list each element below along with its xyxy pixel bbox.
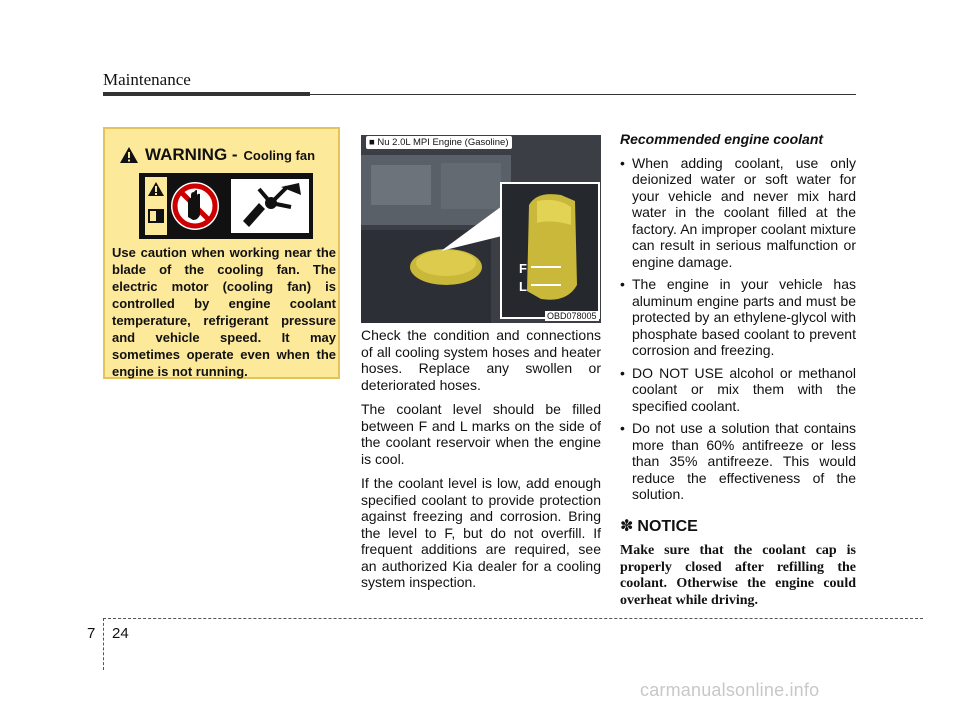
paragraph-low-coolant: If the coolant level is low, add enough specified coolant to provide protection against freezing and corrosion. Bring the level to F, but do not overfill. If frequent additions are required, see an authorized Kia dealer for a cooling system inspection.	[361, 475, 601, 590]
engine-figure	[361, 135, 601, 323]
bullet-dot-icon: •	[620, 420, 625, 436]
middle-column	[361, 327, 601, 599]
list-item: • DO NOT USE alcohol or methanol coolant or mix them with the specified coolant.	[620, 364, 856, 414]
section-title: Maintenance	[103, 70, 191, 89]
notice-title: NOTICE	[637, 517, 698, 535]
warning-box	[103, 127, 340, 379]
fan-warning-label-icon	[139, 173, 313, 239]
list-item: • When adding coolant, use only deionized water or soft water for your vehicle and never mix hard water in the coolant filled at the factory. An improper coolant mixture can result in serious malfunction or engine damage.	[620, 154, 856, 270]
reservoir-mark-f: F	[519, 261, 527, 276]
bullet-dot-icon: •	[620, 276, 625, 292]
page-number: 24	[112, 625, 129, 642]
warning-text: Use caution when working near the blade of the cooling fan. The electric motor (cooling fan) is controlled by engine coolant temperature, refrigerant pressure and vehicle speed. It may sometimes operate even when the engine is not running.	[112, 245, 336, 379]
watermark: carmanualsonline.info	[640, 680, 820, 700]
figure-code: OBD078005	[547, 311, 597, 321]
right-column	[620, 131, 856, 609]
warning-triangle-icon	[119, 146, 139, 164]
coolant-bullet-list	[620, 155, 856, 503]
notice-text: Make sure that the coolant cap is properly closed after refilling the coolant. Otherwise the engine could overheat while driving.	[620, 543, 856, 608]
footer-divider	[103, 618, 104, 670]
reservoir-mark-l: L	[519, 279, 527, 294]
list-item: • The engine in your vehicle has aluminum engine parts and must be protected by an ethylene-glycol with phosphate based coolant to prevent corrosion and freezing.	[620, 276, 856, 358]
warning-heading	[119, 145, 315, 165]
header-rule-accent	[103, 92, 310, 96]
list-item: • Do not use a solution that contains more than 60% antifreeze or less than 35% antifreeze. This would reduce the effectiveness of the solution.	[620, 420, 856, 502]
figure-caption: ■ Nu 2.0L MPI Engine (Gasoline)	[366, 136, 512, 149]
coolant-reservoir-illustration	[361, 135, 601, 323]
fan-warning-label-image	[139, 173, 313, 239]
warning-label: WARNING -	[145, 145, 238, 164]
chapter-number: 7	[87, 625, 96, 642]
notice-star-icon: ✽	[620, 517, 634, 535]
paragraph-hoses: Check the condition and connections of all cooling system hoses and heater hoses. Replace any swollen or deteriorated hoses.	[361, 327, 601, 393]
bullet-dot-icon: •	[620, 154, 625, 171]
notice-heading	[620, 519, 856, 536]
footer-rule	[103, 618, 923, 619]
paragraph-coolant-level: The coolant level should be filled between F and L marks on the side of the coolant reservoir when the engine is cool.	[361, 401, 601, 467]
recommended-coolant-title: Recommended engine coolant	[620, 131, 824, 147]
bullet-dot-icon: •	[620, 364, 625, 381]
warning-subject: Cooling fan	[243, 147, 316, 163]
